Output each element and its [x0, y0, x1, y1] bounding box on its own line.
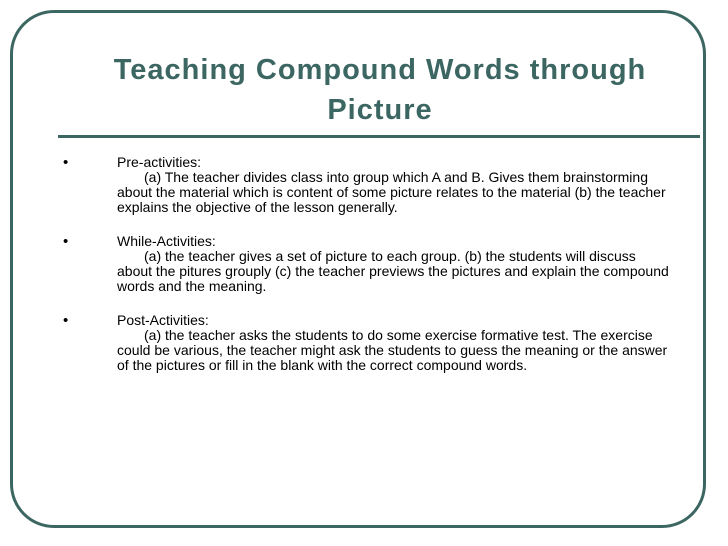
- bullet-list: [0, 155, 728, 392]
- bullet-item-heading: Post-Activities:: [117, 312, 209, 328]
- bullet-item-while-activities: [0, 234, 728, 294]
- bullet-item-body: (a) the teacher asks the students to do some exercise formative test. The exercise could be various, the teacher might ask the students to guess the meaning or the answer of the pictures or fill in the blank with the correct compound words.: [117, 327, 668, 373]
- title-divider: [58, 135, 700, 138]
- bullet-item-heading: Pre-activities:: [117, 154, 202, 170]
- bullet-dot-icon: •: [63, 154, 69, 171]
- bullet-item-text: [117, 313, 670, 373]
- bullet-item-heading: While-Activities:: [117, 233, 216, 249]
- bullet-item-body: (a) The teacher divides class into group which A and B. Gives them brainstorming about the material which is content of some picture relates to the material (b) the teacher explains the objective of the lesson generally.: [117, 169, 666, 215]
- bullet-dot-icon: •: [63, 312, 69, 329]
- bullet-item-text: [117, 155, 670, 215]
- bullet-item-pre-activities: [0, 155, 728, 215]
- bullet-dot-icon: •: [63, 233, 69, 250]
- bullet-item-text: [117, 234, 670, 294]
- slide-title: Teaching Compound Words through Picture: [113, 54, 647, 126]
- bullet-item-post-activities: [0, 313, 728, 373]
- bullet-item-body: (a) the teacher gives a set of picture to each group. (b) the students will discuss about the pitures grouply (c) the teacher previews the pictures and explain the compound words and the meaning.: [117, 248, 669, 294]
